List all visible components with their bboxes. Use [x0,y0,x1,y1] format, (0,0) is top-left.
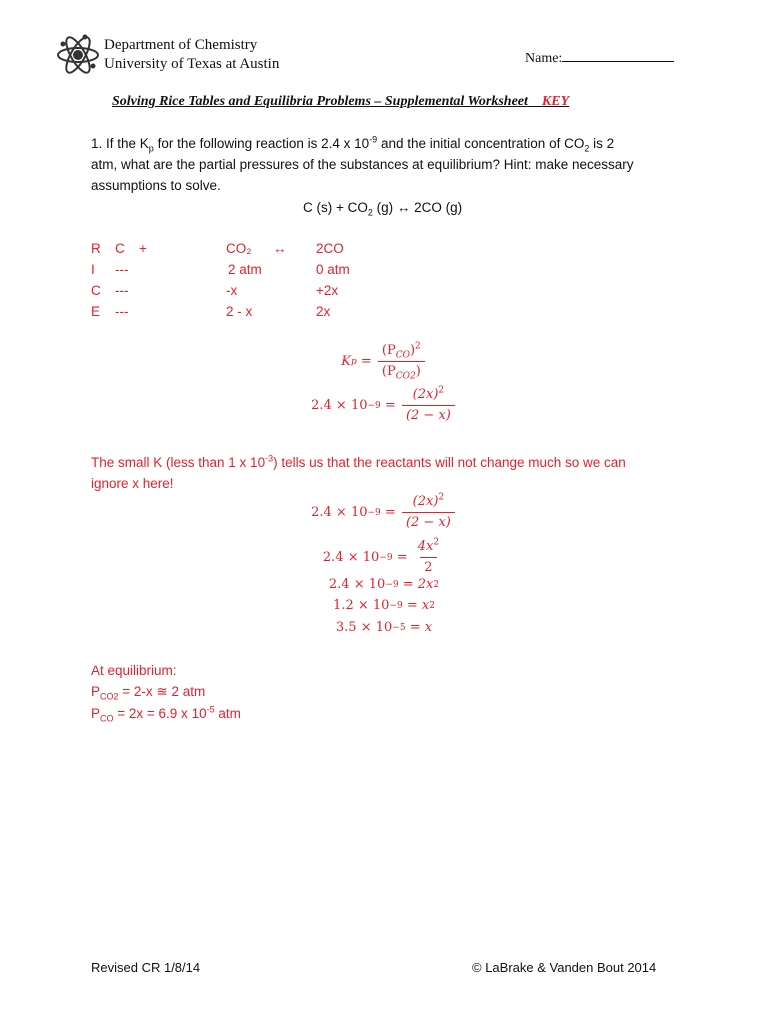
rice-cell-co: +2x [316,283,339,298]
rice-cell-co: 0 atm [316,262,350,277]
assumption-note-line-2: ignore x here! [91,476,174,491]
kp-expression: K p = $\frac{(P_{CO})^2}{(P_{CO2})}$ [0,343,768,380]
rice-cell-c: C [115,241,125,256]
rice-cell-c: --- [115,304,129,319]
kp-fraction: $\frac{(P_{CO})^2}{(P_{CO2})}$ [378,343,425,380]
rice-row-label: E [91,304,101,319]
problem-line-3: assumptions to solve. [91,178,221,193]
rice-cell-plus: + [139,241,147,256]
rice-cell-co: 2x [316,304,331,319]
department-logo [55,32,101,78]
solution-step-1-fraction: $\frac{(2x)^2}{(2 - x)}$ [402,494,455,531]
rice-cell-arrow: ↔ [273,241,287,256]
rice-row-label: C [91,283,101,298]
pco2-answer: $P_{CO2} = 2-x$ ≊ 2 atm [91,684,206,702]
approx-symbol: ≊ [156,684,168,699]
solution-step-4: 1.2 × 10 −9 = x 2 [333,598,435,613]
solution-step-1: 2.4 × 10 −9 = $\frac{(2x)^2}{(2 - x)}$ [0,494,768,531]
department-name: Department of Chemistry [104,37,258,53]
rice-row-label: R [91,241,101,256]
name-label: Name: [525,51,563,66]
rice-cell-co2: 2 atm [228,262,262,277]
key-label: KEY [541,94,570,109]
pco-answer: $P_{CO} = 2x = 6.9$ x $10^{-5}$ atm [91,704,241,724]
rice-cell-co: 2CO [316,241,344,256]
title-text: Solving Rice Tables and Equilibria Problems – Supplemental Worksheet [112,94,528,109]
kp-substituted: 2.4 × 10 −9 = $\frac{(2x)^2}{(2 - x)}$ [0,387,768,424]
equilibrium-heading: At equilibrium: [91,663,177,678]
footer-copyright: © LaBrake & Vanden Bout 2014 [472,960,657,975]
name-blank[interactable] [562,48,674,62]
rice-cell-co2: 2 - x [226,304,253,319]
rice-cell-co2: -x [226,283,238,298]
footer-revised: Revised CR 1/8/14 [91,960,201,975]
assumption-note-line-1: The small K (less than 1 x $10^{-3}$) tells us that the reactants will not change much so we can [91,453,626,470]
problem-line-2: atm, what are the partial pressures of the substances at equilibrium? Hint: make necessary [91,157,634,172]
solution-step-3: 2.4 × 10 −9 = 2x 2 [328,577,440,592]
solution-step-2: 2.4 × 10 −9 = $\frac{4x^2}{2}$ [0,539,768,576]
rice-cell-co2: CO₂ [226,241,252,256]
kp-substituted-fraction: $\frac{(2x)^2}{(2 - x)}$ [402,387,455,424]
problem-line-1: 1. If the $K_p$ for the following reaction is 2.4 x $10^{-9}$ and the initial concentration of $CO_2$ is 2 [91,134,615,154]
atom-logo-icon [55,32,101,78]
rice-cell-c: --- [115,283,129,298]
solution-step-5: 3.5 × 10 −5 = x [335,620,433,635]
reaction-equation: C $(s) + CO_2$ (g) ↔ 2CO (g) [303,200,463,218]
university-name: University of Texas at Austin [104,56,280,72]
name-field[interactable] [525,48,674,67]
rice-row-label: I [91,262,95,277]
rice-cell-c: --- [115,262,129,277]
worksheet-title [112,94,569,110]
solution-step-2-fraction: $\frac{4x^2}{2}$ [417,537,440,575]
